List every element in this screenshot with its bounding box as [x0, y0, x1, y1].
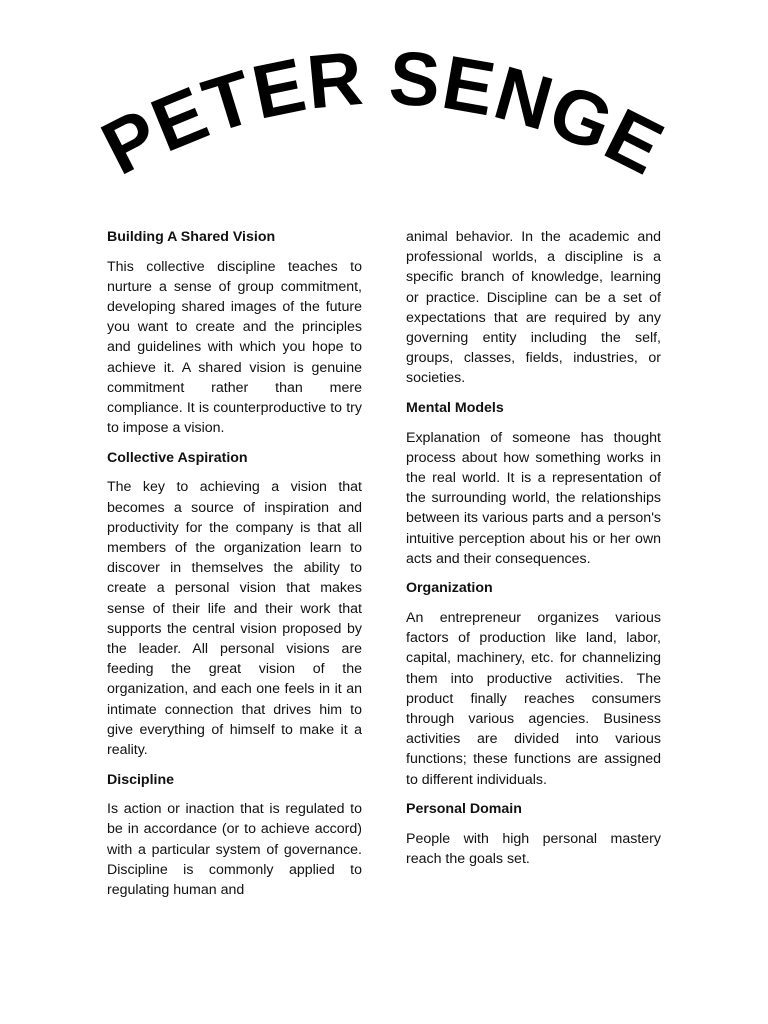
section-body-mental-models: Explanation of someone has thought process about how something works in the real world. It is a representation of the surrounding world, the relationships between its various parts and a person's intuitive perception about his or her own acts and their consequences.	[406, 429, 661, 567]
section-heading-discipline: Discipline	[107, 771, 175, 788]
section-body-personal-domain: People with high personal mastery reach the goals set.	[406, 830, 661, 868]
right-column	[406, 227, 661, 879]
section-heading-collective-aspiration: Collective Aspiration	[107, 449, 248, 466]
discipline-continuation: animal behavior. In the academic and professional worlds, a discipline is a specific branch of knowledge, learning or practice. Discipline can be a set of expectations that are required by any governing entity including the self, groups, classes, fields, industries, or societies.	[406, 229, 661, 387]
page-title-arc	[0, 0, 768, 215]
section-body-collective-aspiration: The key to achieving a vision that becomes a source of inspiration and productivity for the company is that all members of the organization learn to discover in themselves the ability to create a personal vision that makes sense of their life and their work that supports the central vision proposed by the leader. All personal visions are feeding the great vision of the organization, and each one feels in it an intimate connection that drives him to give everything of himself to make it a reality.	[107, 479, 362, 759]
page-title-text: PETER SENGE	[88, 35, 677, 192]
section-body-shared-vision: This collective discipline teaches to nurture a sense of group commitment, developing shared images of the future you want to create and the principles and guidelines with which you hope to achieve it. A shared vision is genuine commitment rather than mere compliance. It is counterproductive to try to impose a vision.	[107, 258, 362, 437]
page-title	[89, 35, 677, 191]
section-heading-organization: Organization	[406, 580, 493, 597]
section-body-discipline: Is action or inaction that is regulated to be in accordance (or to achieve accord) with a particular system of governance. Discipline is commonly applied to regulating human and	[107, 801, 362, 899]
title-svg	[0, 0, 768, 215]
section-heading-mental-models: Mental Models	[406, 400, 504, 417]
section-body-organization: An entrepreneur organizes various factors of production like land, labor, capital, machinery, etc. for channelizing them into productive activities. The product finally reaches consumers through various agencies. Business activities are divided into various functions; these functions are assigned to different individuals.	[406, 610, 661, 788]
section-heading-shared-vision: Building A Shared Vision	[107, 229, 276, 245]
left-column	[107, 227, 362, 910]
section-heading-personal-domain: Personal Domain	[406, 801, 522, 818]
